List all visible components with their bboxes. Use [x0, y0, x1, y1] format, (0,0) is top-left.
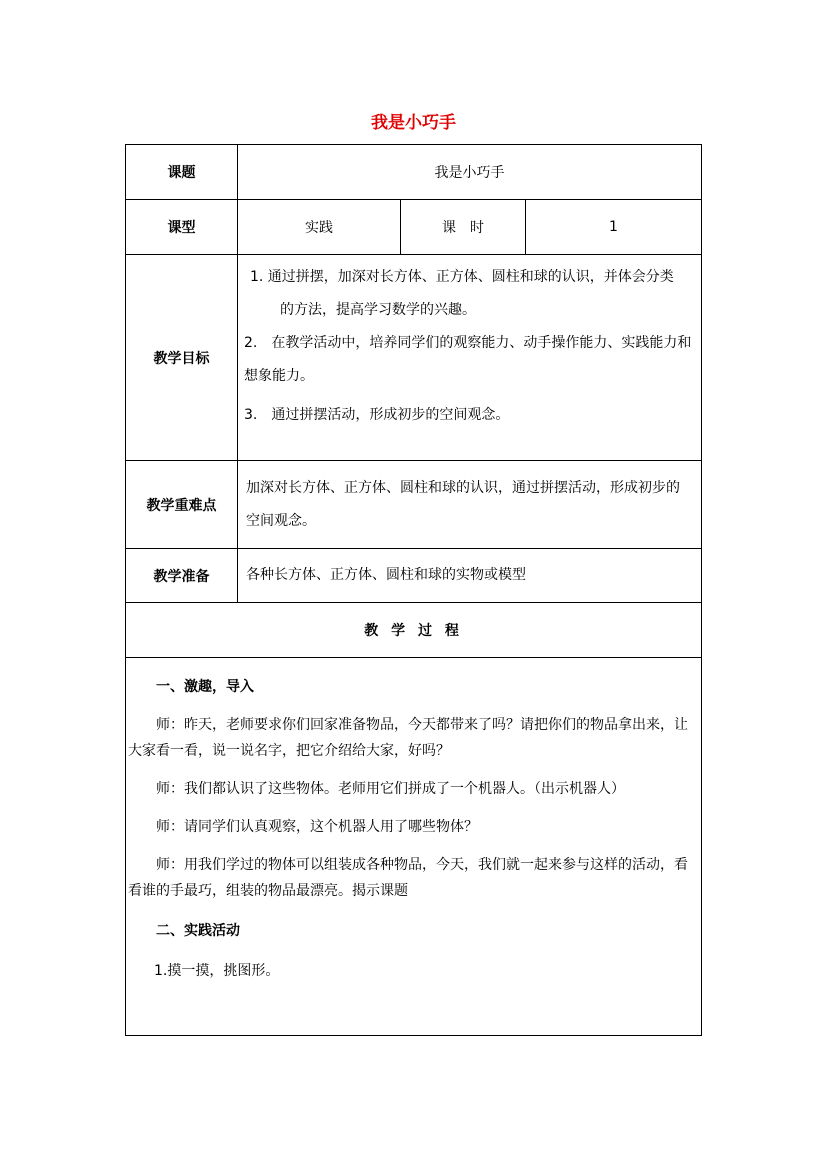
lesson-plan-table	[125, 144, 702, 1036]
goal-item-3: 3. 通过拼摆活动，形成初步的空间观念。	[244, 407, 510, 423]
section-heading-2: 二、实践活动	[156, 923, 240, 939]
goal-item-1-line-2: 的方法，提高学习数学的兴趣。	[280, 302, 476, 318]
paragraph-3: 师：请同学们认真观察，这个机器人用了哪些物体？	[156, 819, 478, 835]
type-label: 课型	[126, 200, 238, 255]
document-title: 我是小巧手	[371, 113, 456, 133]
process-body-row	[126, 658, 702, 1036]
hours-value: 1	[526, 200, 702, 255]
hours-label: 课 时	[401, 200, 526, 255]
preparation-text: 各种长方体、正方体、圆柱和球的实物或模型	[238, 549, 702, 603]
process-title-row	[126, 603, 702, 658]
goals-row	[126, 255, 702, 461]
key-points-label: 教学重难点	[126, 461, 238, 549]
key-points-row	[126, 461, 702, 549]
paragraph-2: 师：我们都认识了这些物体。老师用它们拼成了一个机器人。（出示机器人）	[156, 781, 625, 797]
key-points-text: 加深对长方体、正方体、圆柱和球的认识，通过拼摆活动，形成初步的空间观念。	[238, 461, 702, 549]
preparation-row	[126, 549, 702, 603]
goals-label: 教学目标	[126, 255, 238, 461]
topic-row	[126, 145, 702, 200]
topic-label: 课题	[126, 145, 238, 200]
type-value: 实践	[238, 200, 401, 255]
preparation-label: 教学准备	[126, 549, 238, 603]
goal-item-1-continued	[244, 294, 695, 327]
topic-value: 我是小巧手	[238, 145, 702, 200]
section-heading-1: 一、激趣，导入	[156, 679, 254, 695]
process-title: 教 学 过 程	[126, 603, 702, 658]
goals-content	[238, 255, 702, 461]
paragraph-4: 师：用我们学过的物体可以组装成各种物品，今天，我们就一起来参与这样的活动，看看谁的手最巧，组装的物品最漂亮。揭示课题	[128, 857, 688, 899]
goal-item-2: 2. 在教学活动中，培养同学们的观察能力、动手操作能力、实践能力和想象能力。	[244, 335, 692, 384]
paragraph-1: 师：昨天，老师要求你们回家准备物品，今天都带来了吗？请把你们的物品拿出来，让大家看一看，说一说名字，把它介绍给大家，好吗？	[128, 717, 688, 759]
step-1: 1.摸一摸，挑图形。	[154, 963, 280, 979]
goal-item-1	[244, 261, 695, 294]
process-body	[126, 658, 702, 1036]
goal-item-1-line-1: 1. 通过拼摆，加深对长方体、正方体、圆柱和球的认识，并体会分类	[250, 269, 674, 285]
type-row	[126, 200, 702, 255]
